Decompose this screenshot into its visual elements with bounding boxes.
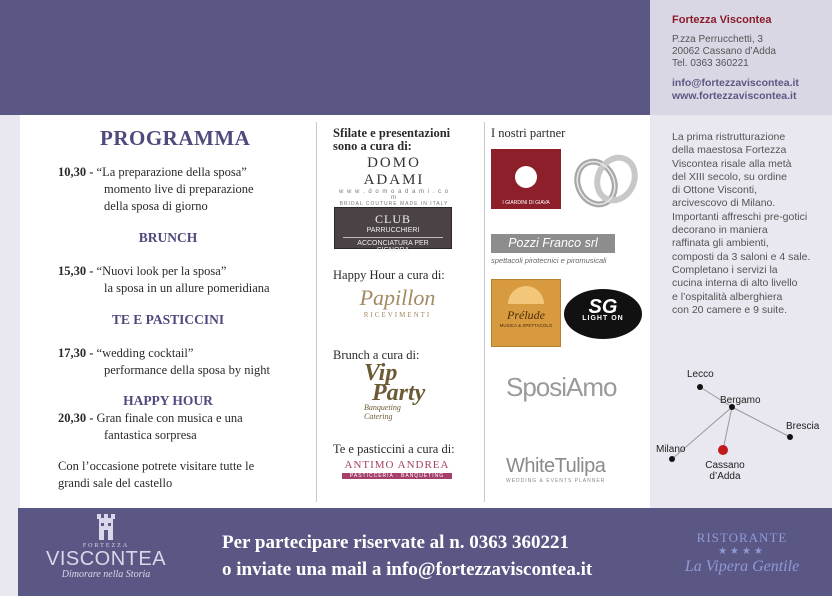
domo-adami-logo: DOMO ADAMI w w w . d o m o a d a m i . c o m BRIDAL COUTURE MADE IN ITALY bbox=[338, 155, 450, 207]
programma-column bbox=[20, 115, 316, 508]
event-1530 bbox=[58, 263, 270, 297]
history-text: La prima ristrutturazione della maestosa Fortezza Viscontea risale alla metà del XIII secolo, su ordine di Ottone Visconti, arcivescovo di Milano. Importanti affreschi pre-gotici decorano in maniera raffinata gli ambienti, composti da 3 saloni e 4 sale. Completano i servizi la cucina interna di alto livello e l’ospitalità alberghiera con 20 camere e 9 suite. bbox=[672, 131, 811, 316]
event-time: 15,30 - bbox=[58, 264, 97, 278]
light-on-logo: SG LIGHT ON bbox=[564, 289, 642, 339]
event-desc: la sposa in un allure pomeridiana bbox=[104, 281, 270, 295]
contact-city: 20062 Cassano d’Adda bbox=[672, 46, 776, 57]
contact-title: Fortezza Viscontea bbox=[672, 14, 772, 26]
star-icons: ★★★★ bbox=[718, 546, 766, 557]
white-tulipa-logo: WhiteTulipa WEDDING & EVENTS PLANNER bbox=[506, 455, 606, 484]
brunch-label: Brunch a cura di: bbox=[333, 348, 420, 362]
contact-website-link[interactable]: www.fortezzaviscontea.it bbox=[672, 90, 797, 102]
section-happy-hour: HAPPY HOUR bbox=[123, 393, 213, 408]
cassano-marker bbox=[718, 445, 728, 455]
partners-title: I nostri partner bbox=[491, 126, 566, 140]
section-brunch: BRUNCH bbox=[138, 230, 198, 245]
closing-note: Con l’occasione potrete visitare tutte le grandi sale del castello bbox=[58, 459, 255, 490]
event-title: “wedding cocktail” bbox=[96, 346, 194, 360]
reservation-phone-line: Per partecipare riservate al n. 0363 360221 bbox=[222, 532, 570, 553]
location-map bbox=[650, 367, 832, 502]
vip-party-logo: Vip Party Banqueting Catering bbox=[364, 360, 426, 421]
city-dot bbox=[787, 434, 793, 440]
city-dot bbox=[697, 384, 703, 390]
event-desc: della sposa di giorno bbox=[104, 199, 208, 213]
event-title: “Nuovi look per la sposa” bbox=[96, 264, 227, 278]
event-time: 17,30 - bbox=[58, 346, 97, 360]
footer-banner bbox=[18, 508, 832, 596]
map-label-brescia: Brescia bbox=[786, 421, 820, 432]
antimo-andrea-logo: ANTIMO ANDREA PASTICCERIA · BANQUETING bbox=[342, 459, 452, 479]
sfilate-label: Sfilate e presentazioni sono a cura di: bbox=[333, 126, 451, 153]
event-title: Gran finale con musica e una bbox=[96, 411, 243, 425]
map-label-lecco: Lecco bbox=[687, 369, 714, 380]
top-banner bbox=[0, 0, 650, 115]
section-te-pasticcini: TE E PASTICCINI bbox=[111, 312, 225, 327]
map-label-milano: Milano bbox=[656, 444, 686, 455]
sposiamo-logo: SposiAmo bbox=[506, 372, 617, 402]
contact-email-link[interactable]: info@fortezzaviscontea.it bbox=[672, 77, 799, 89]
event-time: 10,30 - bbox=[58, 165, 97, 179]
tower-icon bbox=[95, 512, 117, 542]
contact-box bbox=[650, 0, 832, 115]
reservation-text bbox=[222, 529, 592, 583]
pozzi-franco-subtitle: spettacoli pirotecnici e piromusicali bbox=[491, 256, 607, 265]
prelude-logo: Prélude MUSICA & SPETTACOLO bbox=[491, 279, 561, 347]
event-desc: performance della sposa by night bbox=[104, 363, 270, 377]
fortezza-viscontea-logo: FORTEZZA VISCONTEA Dimorare nella Storia bbox=[46, 512, 166, 580]
event-title: “La preparazione della sposa” bbox=[96, 165, 247, 179]
te-pasticcini-label: Te e pasticcini a cura di: bbox=[333, 442, 455, 456]
event-desc: fantastica sorpresa bbox=[104, 428, 197, 442]
reservation-email-line[interactable]: o inviate una mail a info@fortezzaviscontea.it bbox=[222, 559, 593, 580]
giardini-di-giava-logo: I GIARDINI DI GIAVA bbox=[491, 149, 561, 209]
city-dot bbox=[669, 456, 675, 462]
event-1730 bbox=[58, 345, 270, 379]
pozzi-franco-logo: Pozzi Franco srl bbox=[491, 234, 615, 253]
event-1030 bbox=[58, 164, 254, 215]
event-time: 20,30 - bbox=[58, 411, 97, 425]
papillon-logo: Papillon RICEVIMENTI bbox=[359, 285, 436, 319]
sponsors-column bbox=[316, 115, 484, 508]
partners-column bbox=[484, 115, 650, 508]
club-parrucchieri-logo: CLUB PARRUCCHIERI ACCONCIATURA PER SIGNORA bbox=[334, 207, 452, 249]
event-2030 bbox=[58, 410, 243, 444]
event-desc: momento live di preparazione bbox=[104, 182, 254, 196]
happy-hour-label: Happy Hour a cura di: bbox=[333, 268, 445, 282]
programma-title: PROGRAMMA bbox=[100, 126, 251, 150]
ristorante-logo: RISTORANTE ★★★★ La Vipera Gentile bbox=[672, 530, 812, 576]
info-column bbox=[650, 115, 832, 508]
map-label-bergamo: Bergamo bbox=[720, 395, 761, 406]
wedding-rings-icon bbox=[572, 149, 642, 213]
map-label-cassano: Cassano d’Adda bbox=[705, 460, 745, 482]
contact-address: P.zza Perrucchetti, 3 bbox=[672, 34, 763, 45]
contact-phone: Tel. 0363 360221 bbox=[672, 58, 749, 69]
